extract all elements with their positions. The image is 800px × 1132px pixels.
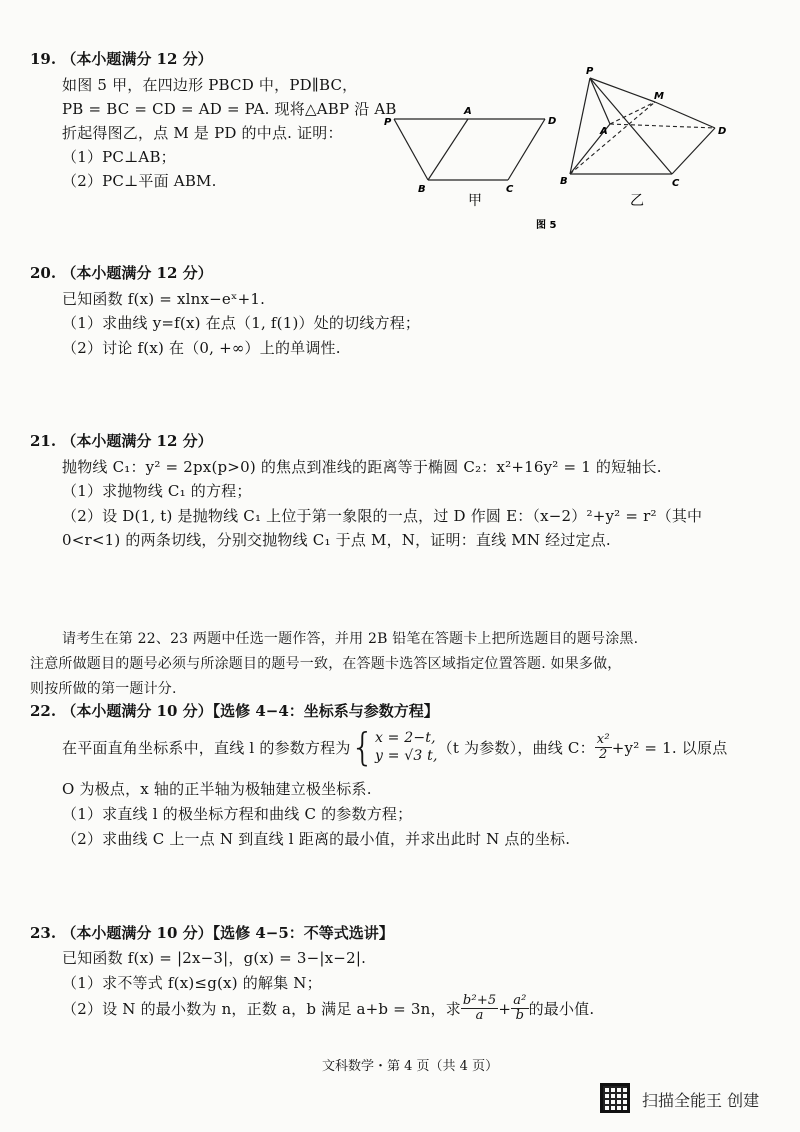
q21-part1: （1）求抛物线 C₁ 的方程； xyxy=(62,482,252,500)
q23-fraction-1 xyxy=(461,994,499,1023)
label-yi-M: M xyxy=(654,91,664,102)
q22-frac-num: x² xyxy=(596,731,610,747)
q23-frac1-den: a xyxy=(475,1008,484,1023)
q22-sys-bot: y = √3 t, xyxy=(374,748,438,764)
q19-part2: （2）PC⊥平面 ABM. xyxy=(62,172,217,190)
q23-header: 23. （本小题满分 10 分）【选修 4−5：不等式选讲】 xyxy=(30,924,394,942)
q23-frac2-num: a² xyxy=(513,993,527,1008)
q22-line1-mid: （t 为参数），曲线 C： xyxy=(437,738,595,757)
q22-line2: O 为极点，x 轴的正半轴为极轴建立极坐标系. xyxy=(62,780,372,798)
figure-caption: 图 5 xyxy=(536,220,557,231)
qr-code-icon xyxy=(600,1083,630,1113)
q22-param-system xyxy=(375,729,438,765)
q23-part2 xyxy=(62,994,594,1023)
figure-jia xyxy=(394,119,545,180)
caption-yi: 乙 xyxy=(630,193,644,209)
label-jia-P: P xyxy=(384,117,392,128)
notice-line1: 请考生在第 22、23 两题中任选一题作答，并用 2B 铅笔在答题卡上把所选题目的题号涂黑. xyxy=(62,631,639,647)
q21-part2b: 0<r<1) 的两条切线，分别交抛物线 C₁ 于点 M，N，证明：直线 MN 经过定点. xyxy=(62,531,611,549)
notice-line3: 则按所做的第一题计分. xyxy=(30,681,177,697)
q22-brace: { xyxy=(350,725,375,769)
q20-header: 20. （本小题满分 12 分） xyxy=(30,264,213,282)
q22-line1-pre: 在平面直角坐标系中，直线 l 的参数方程为 xyxy=(62,738,351,757)
q23-line1: 已知函数 f(x) = |2x−3|，g(x) = 3−|x−2|. xyxy=(62,949,367,967)
q23-part1: （1）求不等式 f(x)≤g(x) 的解集 N； xyxy=(62,974,322,992)
edge-AB xyxy=(428,119,468,180)
q23-part2-post: 的最小值. xyxy=(528,1000,595,1018)
caption-jia: 甲 xyxy=(468,193,482,209)
q20-line1: 已知函数 f(x) = xlnx−eˣ+1. xyxy=(62,290,266,308)
q22-line1 xyxy=(62,725,728,769)
edge-AM-yi xyxy=(610,102,655,124)
q23-fraction-2 xyxy=(511,994,528,1023)
q21-header: 21. （本小题满分 12 分） xyxy=(30,432,213,450)
q22-part1: （1）求直线 l 的极坐标方程和曲线 C 的参数方程； xyxy=(62,805,413,823)
q20-part1: （1）求曲线 y=f(x) 在点（1, f(1)）处的切线方程； xyxy=(62,314,421,332)
q23-plus: + xyxy=(498,999,512,1018)
edge-MD-yi xyxy=(655,102,715,128)
q22-frac-den: 2 xyxy=(599,746,608,762)
label-yi-A: A xyxy=(600,126,608,137)
q23-part2-pre: （2）设 N 的最小数为 n，正数 a，b 满足 a+b = 3n，求 xyxy=(62,1000,461,1018)
label-jia-C: C xyxy=(506,184,514,195)
notice-line2: 注意所做题目的题号必须与所涂题目的题号一致，在答题卡选答区域指定位置答题. 如果多做， xyxy=(30,656,622,672)
q19-line3: 折起得图乙，点 M 是 PD 的中点. 证明： xyxy=(62,124,343,142)
edge-CD-yi xyxy=(672,128,715,174)
q19-header: 19. （本小题满分 12 分） xyxy=(30,50,213,68)
q19-part1: （1）PC⊥AB； xyxy=(62,148,176,166)
q21-part2a: （2）设 D(1, t) 是抛物线 C₁ 上位于第一象限的一点，过 D 作圆 E：（x−2）²+y² = r²（其中 xyxy=(62,507,703,525)
label-yi-P: P xyxy=(586,66,594,77)
label-jia-B: B xyxy=(418,184,426,195)
label-jia-D: D xyxy=(548,116,557,127)
q20-part2: （2）讨论 f(x) 在（0, +∞）上的单调性. xyxy=(62,339,341,357)
q22-part2: （2）求曲线 C 上一点 N 到直线 l 距离的最小值，并求出此时 N 点的坐标. xyxy=(62,830,571,848)
q21-line1: 抛物线 C₁：y² = 2px(p>0) 的焦点到准线的距离等于椭圆 C₂：x²+16y² = 1 的短轴长. xyxy=(62,458,662,476)
edge-CD xyxy=(508,119,545,180)
q23-frac1-num: b²+5 xyxy=(462,993,497,1008)
q22-line1-post: +y² = 1. 以原点 xyxy=(611,738,728,757)
label-yi-D: D xyxy=(718,126,727,137)
label-yi-B: B xyxy=(560,176,568,187)
q19-line2: PB = BC = CD = AD = PA. 现将△ABP 沿 AB xyxy=(62,100,397,118)
q23-frac2-den: b xyxy=(515,1008,525,1023)
q19-line1: 如图 5 甲，在四边形 PBCD 中，PD∥BC， xyxy=(62,76,358,94)
q22-header: 22. （本小题满分 10 分）【选修 4−4：坐标系与参数方程】 xyxy=(30,702,439,720)
figure-yi xyxy=(570,78,715,174)
q22-sys-top: x = 2−t, xyxy=(374,730,436,746)
edge-PB xyxy=(394,119,428,180)
label-yi-C: C xyxy=(672,178,680,189)
scanner-watermark: 扫描全能王 创建 xyxy=(642,1091,760,1110)
page-footer: 文科数学・第 4 页（共 4 页） xyxy=(322,1059,499,1074)
label-jia-A: A xyxy=(464,106,472,117)
q22-fraction xyxy=(595,733,612,762)
figure-5 xyxy=(380,62,740,237)
